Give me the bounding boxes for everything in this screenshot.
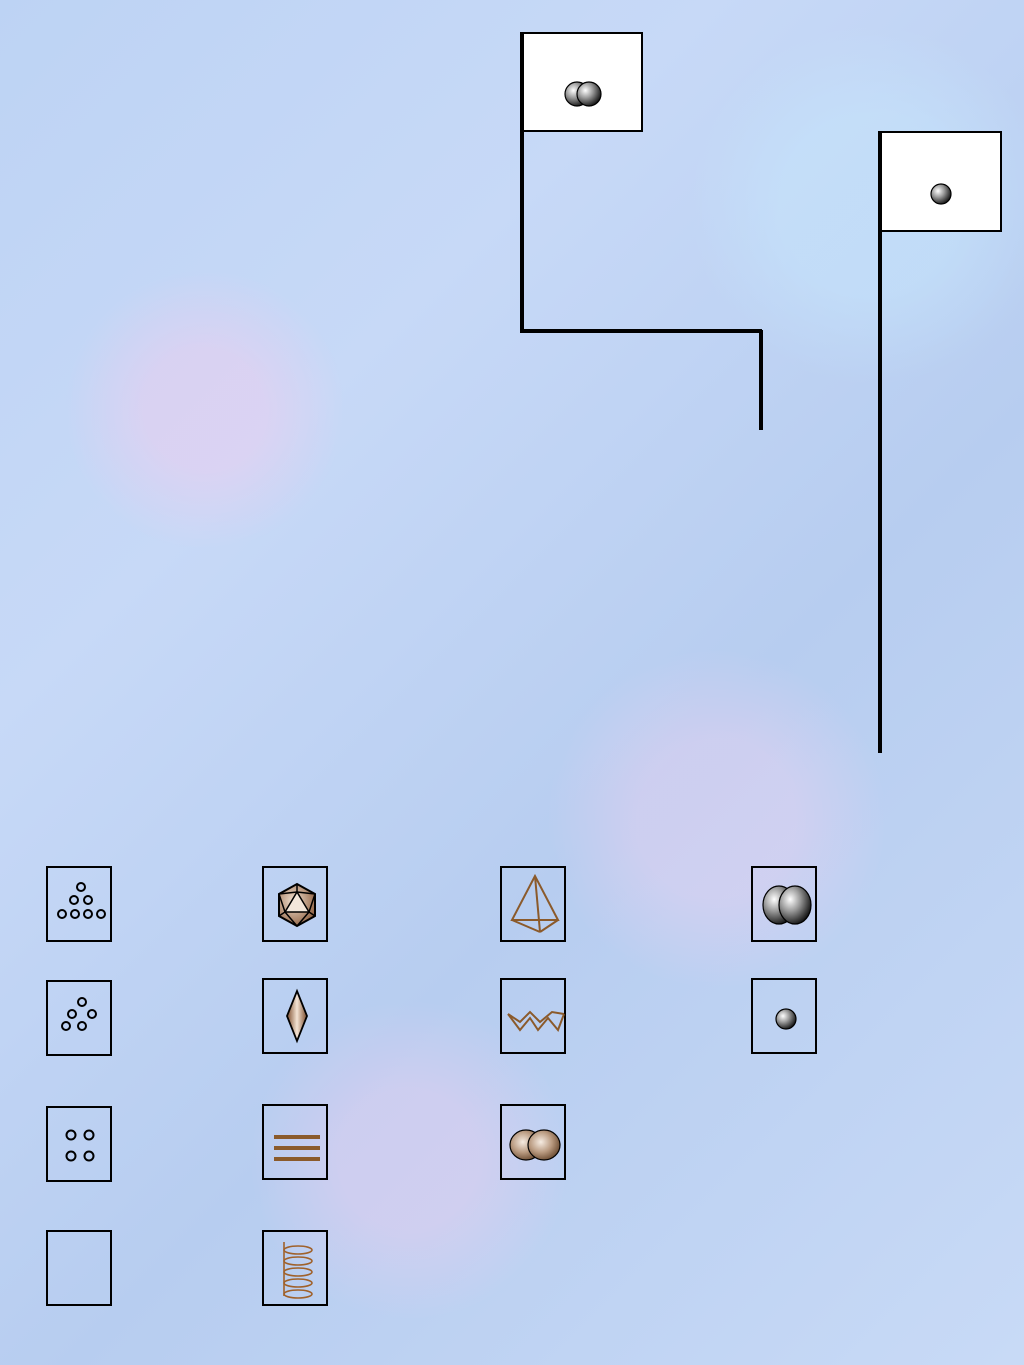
legend-fcc-box bbox=[46, 980, 112, 1056]
ring-molecule-icon bbox=[506, 1008, 566, 1038]
monatomic-gas-icon bbox=[774, 1007, 798, 1031]
legend-helical-box bbox=[262, 1230, 328, 1306]
cell-label bbox=[528, 39, 538, 62]
sheet-structure-icon bbox=[272, 1134, 322, 1164]
divider-line bbox=[759, 330, 763, 430]
legend-rings-box bbox=[500, 978, 566, 1054]
monatomic-molecule-icon bbox=[929, 182, 953, 206]
legend-close-packed-box bbox=[46, 866, 112, 942]
legend-sheets-text bbox=[344, 1115, 353, 1138]
legend-monatomic-box bbox=[751, 978, 817, 1054]
diatomic-gas-icon bbox=[761, 884, 813, 926]
legend-diatomic-solid-box bbox=[500, 1104, 566, 1180]
legend-icosahedron-box bbox=[262, 866, 328, 942]
tetrahedral-molecule-icon bbox=[510, 874, 560, 938]
helical-chain-icon bbox=[278, 1240, 318, 1300]
cell-h bbox=[522, 32, 643, 132]
divider-line bbox=[878, 131, 882, 753]
legend-simple-cubic-box bbox=[46, 1106, 112, 1182]
legend-tetrahedral-box bbox=[500, 866, 566, 942]
face-centered-icon bbox=[60, 996, 104, 1040]
cell-he bbox=[880, 131, 1002, 232]
legend-sheets-box bbox=[262, 1104, 328, 1180]
legend-diatomic-gas-box bbox=[751, 866, 817, 942]
close-packed-icon bbox=[56, 880, 106, 924]
simple-cubic-icon bbox=[64, 1128, 104, 1168]
icosahedron-icon bbox=[275, 882, 319, 928]
divider-line bbox=[520, 32, 524, 332]
diatomic-molecule-icon bbox=[564, 78, 604, 110]
divider-line bbox=[520, 329, 762, 333]
legend-irregular-box bbox=[46, 1230, 112, 1306]
diatomic-solid-icon bbox=[508, 1128, 564, 1162]
legend-diamond-box bbox=[262, 978, 328, 1054]
diamond-icon bbox=[286, 990, 308, 1042]
